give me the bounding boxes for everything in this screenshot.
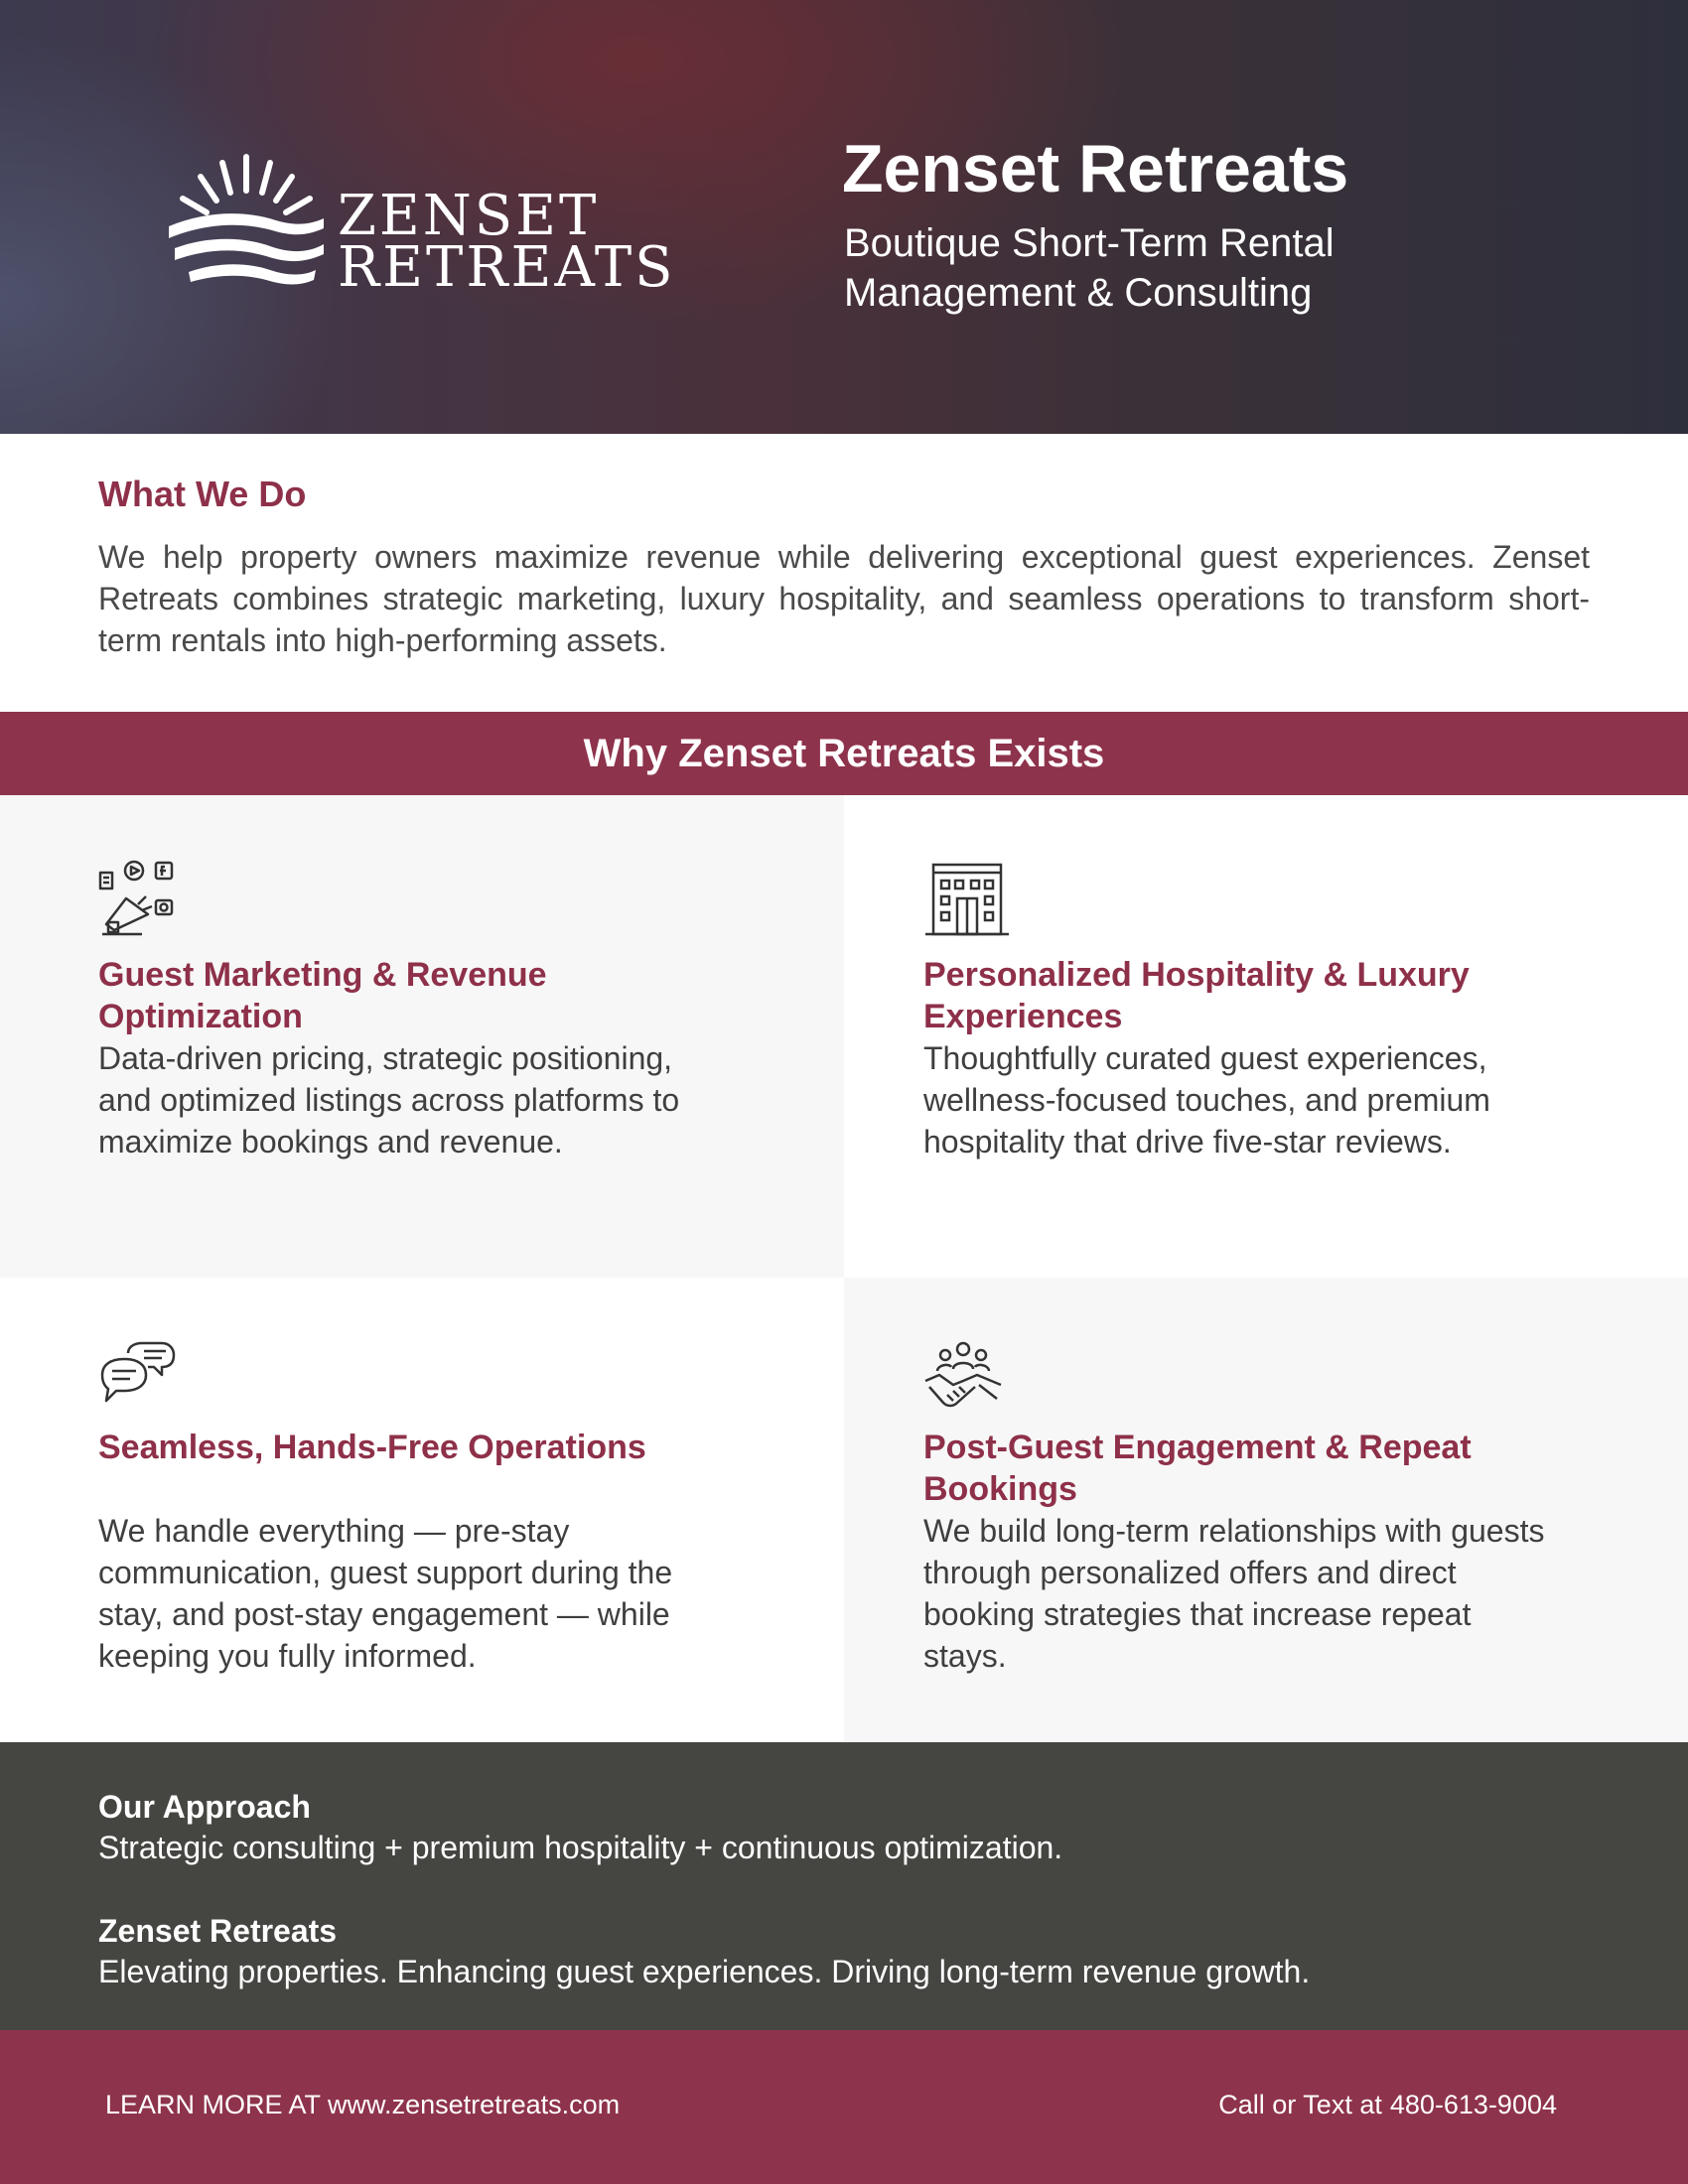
feature-text-engagement: We build long-term relationships with guests through personalized offers and direct booking strategies that increase repeat stays. — [923, 1513, 1545, 1674]
feature-title-engagement: Post-Guest Engagement & Repeat Bookings — [923, 1429, 1472, 1508]
contact-info — [1218, 2088, 1557, 2121]
page-subtitle — [844, 218, 1539, 318]
approach-heading: Our Approach — [98, 1789, 311, 1825]
tagline-heading: Zenset Retreats — [98, 1913, 338, 1949]
feature-title-operations: Seamless, Hands-Free Operations — [98, 1429, 646, 1466]
hotel-building-icon — [923, 859, 1013, 938]
feature-card-hospitality — [844, 795, 1688, 1278]
handshake-people-icon — [923, 1341, 1003, 1417]
feature-card-operations — [0, 1278, 844, 1742]
brand-logo — [167, 149, 676, 308]
marketing-megaphone-icon — [98, 859, 178, 938]
feature-text-hospitality: Thoughtfully curated guest experiences, wellness-focused touches, and premium hospitality that drive five-star reviews. — [923, 1040, 1490, 1160]
call-label: Call or Text at — [1218, 2090, 1382, 2119]
feature-title-hospitality: Personalized Hospitality & Luxury Experiences — [923, 956, 1470, 1035]
sunrise-waves-logo-icon — [167, 149, 326, 308]
phone-number[interactable]: 480-613-9004 — [1389, 2090, 1557, 2119]
feature-card-marketing — [0, 795, 844, 1278]
approach-panel — [0, 1742, 1688, 2030]
feature-card-engagement — [844, 1278, 1688, 1742]
page-title: Zenset Retreats — [842, 131, 1349, 206]
logo-word-zenset: ZENSET — [338, 184, 600, 248]
what-we-do-heading: What We Do — [98, 474, 307, 514]
feature-text-marketing: Data-driven pricing, strategic positioning, and optimized listings across platforms to maximize bookings and revenue. — [98, 1040, 680, 1160]
subtitle-line-1: Boutique Short-Term Rental — [844, 221, 1335, 265]
what-we-do-text: We help property owners maximize revenue while delivering exceptional guest experiences. Zenset Retreats combines strategic marketing, luxury hospitality, and seamless operations to transform short-term rentals into high-performing assets. — [98, 539, 1590, 658]
header-banner — [0, 0, 1688, 434]
feature-title-marketing: Guest Marketing & Revenue Optimization — [98, 956, 547, 1035]
logo-word-retreats: RETREATS — [338, 235, 676, 300]
feature-text-operations: We handle everything — pre-stay communication, guest support during the stay, and post-stay engagement — while keeping you fully informed. — [98, 1513, 673, 1674]
why-exists-banner: Why Zenset Retreats Exists — [0, 712, 1688, 795]
subtitle-line-2: Management & Consulting — [844, 271, 1313, 315]
tagline-text: Elevating properties. Enhancing guest experiences. Driving long-term revenue growth. — [98, 1954, 1311, 1989]
website-link[interactable]: LEARN MORE AT www.zensetretreats.com — [105, 2090, 621, 2119]
chat-bubbles-icon — [98, 1341, 178, 1411]
footer-bar — [0, 2030, 1688, 2184]
approach-text: Strategic consulting + premium hospitality + continuous optimization. — [98, 1830, 1063, 1865]
